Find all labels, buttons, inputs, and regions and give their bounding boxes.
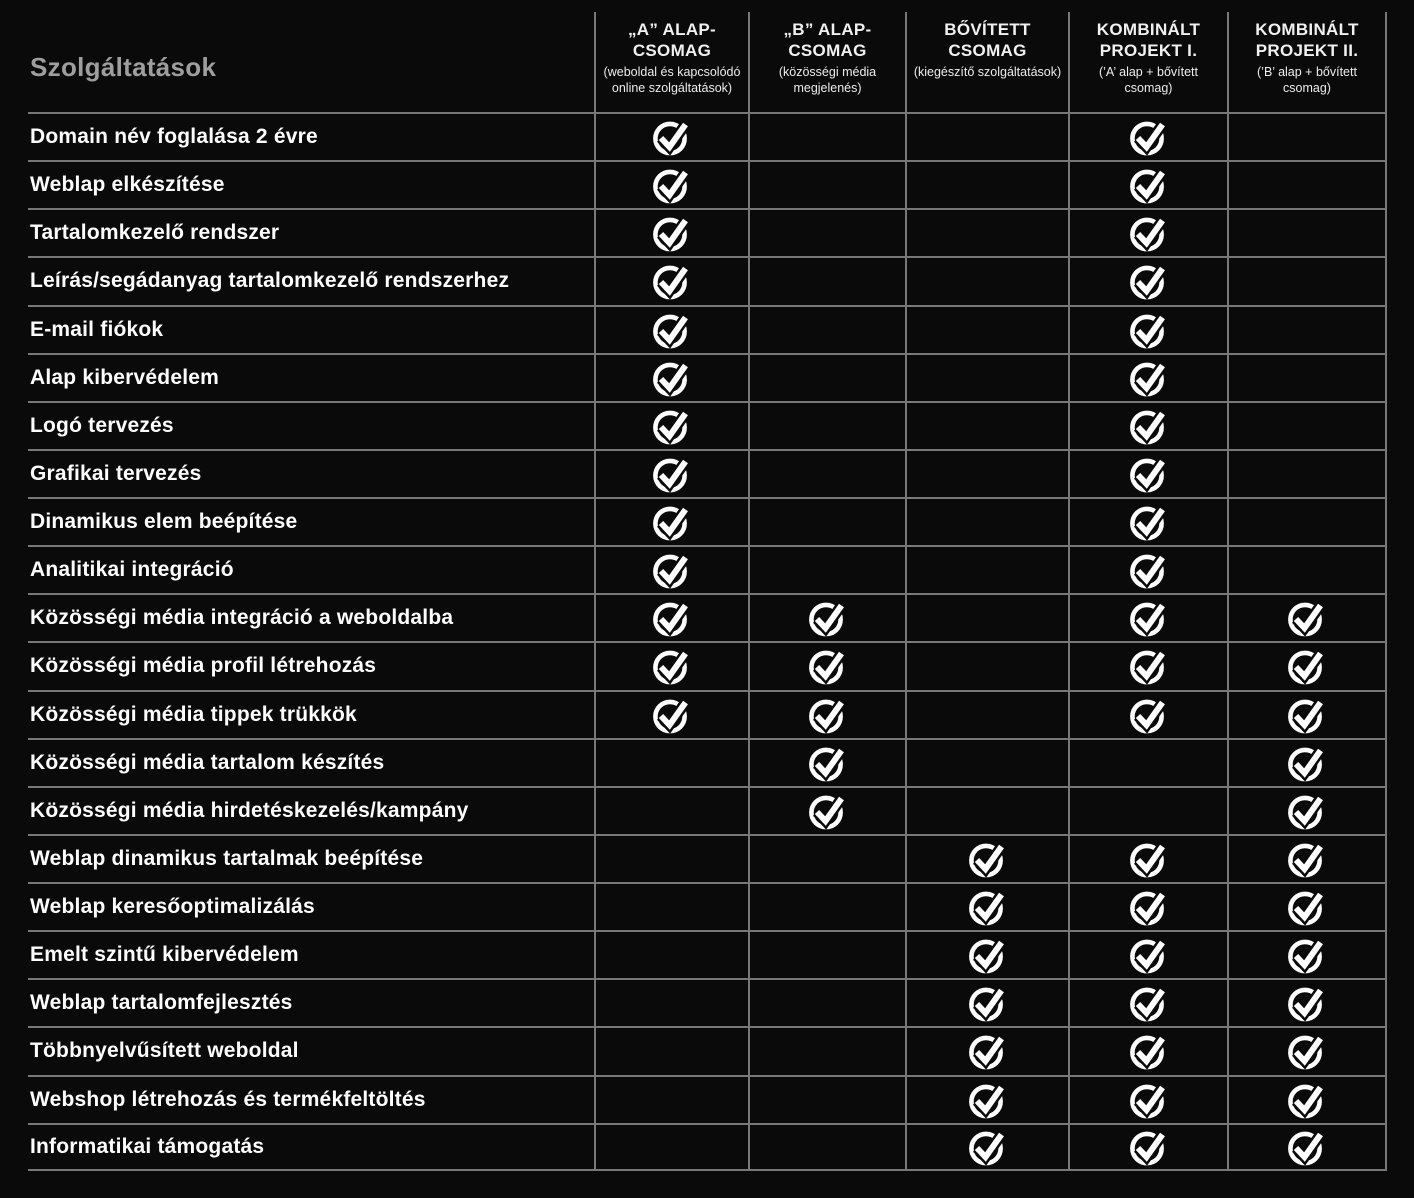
check-icon bbox=[1130, 406, 1168, 446]
check-icon bbox=[1288, 935, 1326, 975]
check-icon bbox=[1130, 261, 1168, 301]
service-row-label: Közösségi média integráció a weboldalba bbox=[28, 593, 594, 641]
check-cell bbox=[1068, 449, 1227, 497]
check-cell bbox=[905, 834, 1068, 882]
check-cell bbox=[1227, 834, 1387, 882]
check-cell bbox=[1227, 593, 1387, 641]
check-cell bbox=[1227, 882, 1387, 930]
check-icon bbox=[1130, 598, 1168, 638]
empty-cell bbox=[594, 1123, 748, 1171]
check-cell bbox=[1068, 978, 1227, 1026]
check-icon bbox=[1130, 935, 1168, 975]
service-row-label: Webshop létrehozás és termékfeltöltés bbox=[28, 1075, 594, 1123]
check-icon bbox=[1288, 983, 1326, 1023]
package-subtitle: (’A’ alap + bővített csomag) bbox=[1098, 65, 1198, 95]
check-cell bbox=[905, 1075, 1068, 1123]
check-icon bbox=[1130, 502, 1168, 542]
services-grid bbox=[28, 12, 1387, 1171]
check-icon bbox=[1130, 1031, 1168, 1071]
empty-cell bbox=[1227, 353, 1387, 401]
package-subtitle: (kiegészítő szolgáltatások) bbox=[913, 65, 1062, 79]
check-icon bbox=[1130, 695, 1168, 735]
package-subtitle: (’B’ alap + bővített csomag) bbox=[1257, 65, 1357, 95]
empty-cell bbox=[905, 256, 1068, 304]
check-icon bbox=[1130, 213, 1168, 253]
service-row-label: Grafikai tervezés bbox=[28, 449, 594, 497]
check-icon bbox=[1288, 791, 1326, 831]
check-icon bbox=[809, 791, 847, 831]
check-cell bbox=[1227, 930, 1387, 978]
empty-cell bbox=[748, 1075, 905, 1123]
service-row-label: Weblap keresőoptimalizálás bbox=[28, 882, 594, 930]
check-icon bbox=[1130, 454, 1168, 494]
empty-cell bbox=[748, 305, 905, 353]
check-icon bbox=[653, 502, 691, 542]
empty-cell bbox=[1227, 112, 1387, 160]
service-row-label: Weblap tartalomfejlesztés bbox=[28, 978, 594, 1026]
empty-cell bbox=[905, 305, 1068, 353]
check-icon bbox=[1130, 839, 1168, 879]
check-icon bbox=[1288, 598, 1326, 638]
check-icon bbox=[969, 983, 1007, 1023]
column-header-a-alap-csomag bbox=[594, 12, 748, 112]
check-cell bbox=[1227, 1075, 1387, 1123]
check-cell bbox=[1068, 305, 1227, 353]
check-icon bbox=[653, 213, 691, 253]
service-row-label: Weblap elkészítése bbox=[28, 160, 594, 208]
empty-cell bbox=[1068, 786, 1227, 834]
check-icon bbox=[653, 358, 691, 398]
empty-cell bbox=[748, 353, 905, 401]
package-title: BŐVÍTETT CSOMAG bbox=[944, 20, 1031, 60]
service-row-label: Leírás/segádanyag tartalomkezelő rendszerhez bbox=[28, 256, 594, 304]
column-header-kombinalt-projekt-2 bbox=[1227, 12, 1387, 112]
check-icon bbox=[653, 695, 691, 735]
services-header-label: Szolgáltatások bbox=[30, 51, 217, 82]
check-icon bbox=[653, 406, 691, 446]
check-cell bbox=[1227, 738, 1387, 786]
check-cell bbox=[594, 401, 748, 449]
check-icon bbox=[653, 310, 691, 350]
empty-cell bbox=[748, 449, 905, 497]
empty-cell bbox=[1068, 738, 1227, 786]
column-header-kombinalt-projekt-1 bbox=[1068, 12, 1227, 112]
check-cell bbox=[594, 497, 748, 545]
check-cell bbox=[1068, 256, 1227, 304]
check-icon bbox=[1288, 1127, 1326, 1167]
check-icon bbox=[1130, 117, 1168, 157]
check-cell bbox=[905, 930, 1068, 978]
check-cell bbox=[905, 1123, 1068, 1171]
empty-cell bbox=[594, 786, 748, 834]
empty-cell bbox=[748, 112, 905, 160]
check-icon bbox=[1288, 1080, 1326, 1120]
check-cell bbox=[1068, 882, 1227, 930]
check-icon bbox=[1130, 550, 1168, 590]
package-title: KOMBINÁLT PROJEKT I. bbox=[1096, 20, 1201, 60]
service-row-label: Weblap dinamikus tartalmak beépítése bbox=[28, 834, 594, 882]
check-icon bbox=[1288, 839, 1326, 879]
check-cell bbox=[1068, 1123, 1227, 1171]
check-cell bbox=[594, 545, 748, 593]
check-cell bbox=[1068, 1075, 1227, 1123]
check-cell bbox=[1227, 1123, 1387, 1171]
check-cell bbox=[1068, 112, 1227, 160]
check-icon bbox=[1288, 743, 1326, 783]
check-icon bbox=[653, 117, 691, 157]
service-row-label: Domain név foglalása 2 évre bbox=[28, 112, 594, 160]
check-icon bbox=[969, 1127, 1007, 1167]
check-cell bbox=[1068, 593, 1227, 641]
empty-cell bbox=[748, 930, 905, 978]
empty-cell bbox=[905, 112, 1068, 160]
empty-cell bbox=[748, 1026, 905, 1074]
check-cell bbox=[748, 786, 905, 834]
check-cell bbox=[748, 738, 905, 786]
check-cell bbox=[1068, 208, 1227, 256]
check-cell bbox=[1068, 1026, 1227, 1074]
check-cell bbox=[594, 690, 748, 738]
empty-cell bbox=[905, 160, 1068, 208]
check-cell bbox=[1068, 497, 1227, 545]
check-cell bbox=[905, 978, 1068, 1026]
empty-cell bbox=[594, 834, 748, 882]
empty-cell bbox=[748, 497, 905, 545]
service-row-label: Informatikai támogatás bbox=[28, 1123, 594, 1171]
empty-cell bbox=[594, 1026, 748, 1074]
check-icon bbox=[1130, 887, 1168, 927]
check-cell bbox=[748, 593, 905, 641]
service-row-label: Alap kibervédelem bbox=[28, 353, 594, 401]
check-icon bbox=[1130, 983, 1168, 1023]
check-cell bbox=[1068, 160, 1227, 208]
empty-cell bbox=[905, 208, 1068, 256]
check-icon bbox=[1130, 165, 1168, 205]
check-cell bbox=[1227, 978, 1387, 1026]
package-title: „A” ALAP-CSOMAG bbox=[627, 20, 716, 60]
empty-cell bbox=[748, 1123, 905, 1171]
check-cell bbox=[594, 160, 748, 208]
check-icon bbox=[1288, 646, 1326, 686]
empty-cell bbox=[748, 545, 905, 593]
empty-cell bbox=[905, 690, 1068, 738]
check-icon bbox=[1288, 887, 1326, 927]
service-row-label: Közösségi média hirdetéskezelés/kampány bbox=[28, 786, 594, 834]
service-row-label: Közösségi média tartalom készítés bbox=[28, 738, 594, 786]
empty-cell bbox=[1227, 545, 1387, 593]
empty-cell bbox=[748, 834, 905, 882]
check-icon bbox=[653, 646, 691, 686]
service-row-label: Emelt szintű kibervédelem bbox=[28, 930, 594, 978]
service-row-label: Dinamikus elem beépítése bbox=[28, 497, 594, 545]
check-icon bbox=[1130, 358, 1168, 398]
check-icon bbox=[809, 695, 847, 735]
empty-cell bbox=[905, 641, 1068, 689]
empty-cell bbox=[748, 882, 905, 930]
check-cell bbox=[594, 305, 748, 353]
empty-cell bbox=[1227, 497, 1387, 545]
check-icon bbox=[653, 165, 691, 205]
check-cell bbox=[1068, 690, 1227, 738]
check-cell bbox=[594, 353, 748, 401]
column-header-b-alap-csomag bbox=[748, 12, 905, 112]
check-icon bbox=[969, 839, 1007, 879]
empty-cell bbox=[748, 208, 905, 256]
empty-cell bbox=[594, 1075, 748, 1123]
empty-cell bbox=[1227, 160, 1387, 208]
empty-cell bbox=[748, 401, 905, 449]
check-icon bbox=[653, 261, 691, 301]
check-cell bbox=[1068, 834, 1227, 882]
check-cell bbox=[748, 641, 905, 689]
check-icon bbox=[653, 454, 691, 494]
check-icon bbox=[809, 743, 847, 783]
check-cell bbox=[1227, 641, 1387, 689]
check-icon bbox=[809, 646, 847, 686]
check-cell bbox=[594, 112, 748, 160]
empty-cell bbox=[905, 353, 1068, 401]
check-cell bbox=[905, 882, 1068, 930]
empty-cell bbox=[905, 786, 1068, 834]
package-subtitle: (weboldal és kapcsolódó online szolgáltatások) bbox=[603, 65, 741, 95]
empty-cell bbox=[748, 256, 905, 304]
check-icon bbox=[969, 1031, 1007, 1071]
check-cell bbox=[1068, 401, 1227, 449]
check-icon bbox=[653, 550, 691, 590]
column-header-bovitett-csomag bbox=[905, 12, 1068, 112]
empty-cell bbox=[1227, 401, 1387, 449]
service-row-label: Logó tervezés bbox=[28, 401, 594, 449]
check-icon bbox=[969, 935, 1007, 975]
check-icon bbox=[1130, 1080, 1168, 1120]
service-row-label: Közösségi média profil létrehozás bbox=[28, 641, 594, 689]
empty-cell bbox=[905, 449, 1068, 497]
empty-cell bbox=[905, 401, 1068, 449]
check-cell bbox=[594, 256, 748, 304]
check-icon bbox=[1130, 1127, 1168, 1167]
check-icon bbox=[969, 887, 1007, 927]
check-icon bbox=[969, 1080, 1007, 1120]
check-icon bbox=[1130, 646, 1168, 686]
check-icon bbox=[809, 598, 847, 638]
check-cell bbox=[594, 449, 748, 497]
service-row-label: E-mail fiókok bbox=[28, 305, 594, 353]
check-cell bbox=[594, 208, 748, 256]
empty-cell bbox=[1227, 449, 1387, 497]
empty-cell bbox=[594, 978, 748, 1026]
empty-cell bbox=[905, 497, 1068, 545]
empty-cell bbox=[905, 545, 1068, 593]
empty-cell bbox=[905, 738, 1068, 786]
check-icon bbox=[1288, 695, 1326, 735]
empty-cell bbox=[748, 160, 905, 208]
check-cell bbox=[594, 641, 748, 689]
service-row-label: Analitikai integráció bbox=[28, 545, 594, 593]
check-cell bbox=[1068, 641, 1227, 689]
check-cell bbox=[1068, 353, 1227, 401]
empty-cell bbox=[594, 930, 748, 978]
check-cell bbox=[1227, 786, 1387, 834]
check-icon bbox=[1130, 310, 1168, 350]
services-header bbox=[28, 12, 594, 112]
check-icon bbox=[653, 598, 691, 638]
check-cell bbox=[748, 690, 905, 738]
empty-cell bbox=[748, 978, 905, 1026]
service-row-label: Többnyelvűsített weboldal bbox=[28, 1026, 594, 1074]
empty-cell bbox=[1227, 305, 1387, 353]
package-subtitle: (közösségi média megjelenés) bbox=[778, 65, 877, 95]
empty-cell bbox=[1227, 256, 1387, 304]
check-icon bbox=[1288, 1031, 1326, 1071]
package-title: KOMBINÁLT PROJEKT II. bbox=[1255, 20, 1359, 60]
empty-cell bbox=[594, 738, 748, 786]
check-cell bbox=[905, 1026, 1068, 1074]
package-title: „B” ALAP-CSOMAG bbox=[783, 20, 872, 60]
check-cell bbox=[594, 593, 748, 641]
service-row-label: Tartalomkezelő rendszer bbox=[28, 208, 594, 256]
empty-cell bbox=[594, 882, 748, 930]
empty-cell bbox=[905, 593, 1068, 641]
check-cell bbox=[1068, 545, 1227, 593]
check-cell bbox=[1227, 690, 1387, 738]
check-cell bbox=[1227, 1026, 1387, 1074]
check-cell bbox=[1068, 930, 1227, 978]
empty-cell bbox=[1227, 208, 1387, 256]
service-row-label: Közösségi média tippek trükkök bbox=[28, 690, 594, 738]
